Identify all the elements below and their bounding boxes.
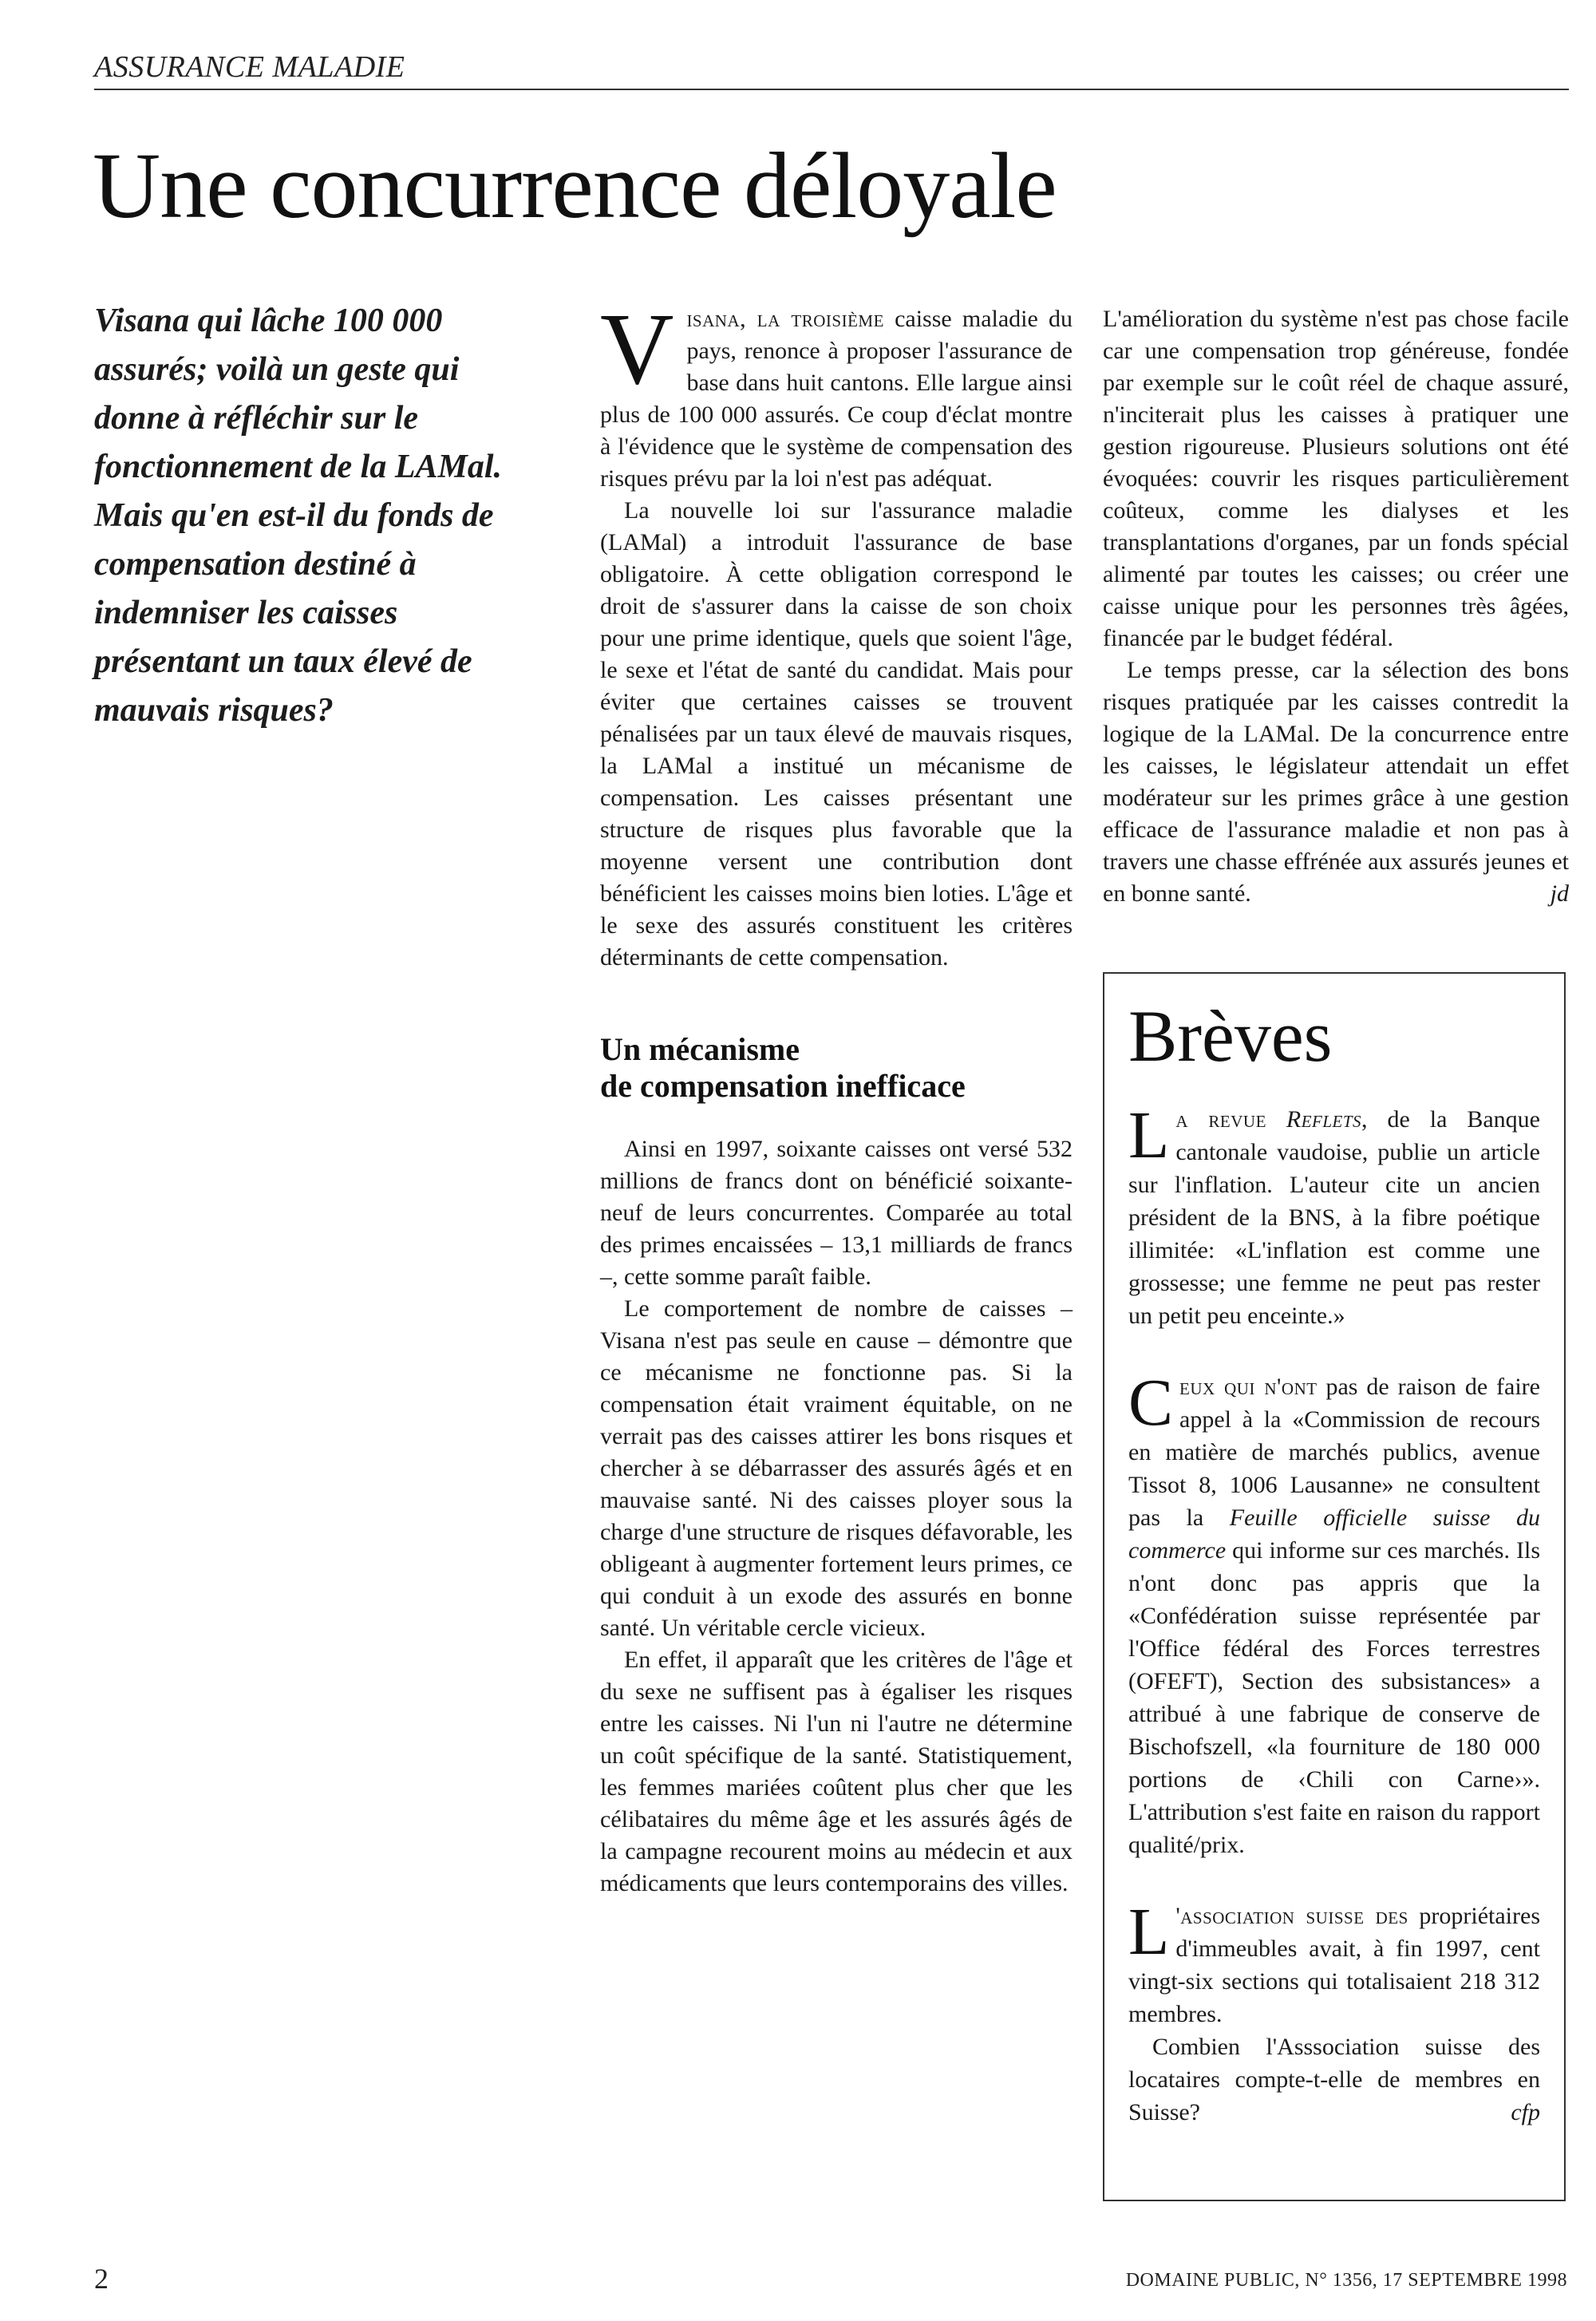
article-paragraph-4: Le comportement de nombre de caisses – Visana n'est pas seule en cause – démontre que ce mécanisme ne fonctionne pas. Si la compensation était vraiment équitable, on ne verrait pas des caisses attirer les bons risques et chercher à se débarrasser des assurés âgés et en mauvaise santé. Ni des caisses ployer sous la charge d'une structure de risques défavorable, les obligeant à augmenter fortement leurs primes, ce qui conduit à un exode des assurés en bonne santé. Un véritable cercle vicieux.	[600, 1295, 1073, 1641]
opening-smallcaps: a revue	[1175, 1106, 1266, 1133]
brief-text: , de la Banque cantonale vaudoise, publie un article sur l'inflation. L'auteur cite un ancien président de la BNS, à la fibre poétique illimitée: «L'inflation est comme une grossesse; une femme ne peut pas rester un petit peu enceinte.»	[1128, 1106, 1540, 1329]
dropcap: L	[1128, 1098, 1170, 1172]
opening-smallcaps: 'association suisse des	[1175, 1903, 1408, 1929]
publication-name: Feuille officielle suisse du commerce	[1128, 1504, 1541, 1564]
publication-name: Reflets	[1286, 1106, 1362, 1133]
brief-item-1	[1128, 1098, 1540, 1332]
briefs-title: Brèves	[1128, 995, 1333, 1077]
article-column-2	[1103, 303, 1569, 910]
article-headline: Une concurrence déloyale	[93, 133, 1057, 238]
briefs-box	[1103, 972, 1566, 2201]
article-paragraph-6-continued: L'amélioration du système n'est pas chose facile car une compensation trop généreuse, fondée par exemple sur le coût réel de chaque assuré, n'inciterait plus les caisses à pratiquer une gestion rigoureuse. Plusieurs solutions ont été évoquées: couvrir les risques particulièrement coûteux, comme les dialyses et les transplantations d'organes, par un fonds spécial alimenté par toutes les caisses; ou créer une caisse unique pour les personnes très âgées, financée par le budget fédéral.	[1103, 306, 1569, 651]
brief-text: pas de raison de faire appel à la «Commission de recours en matière de marchés publics, avenue Tissot 8, 1006 Lausanne» ne consultent pas la	[1128, 1374, 1540, 1531]
issue-line: DOMAINE PUBLIC, N° 1356, 17 SEPTEMBRE 1998	[1125, 2270, 1567, 2291]
paragraph-text: Le temps presse, car la sélection des bons risques pratiquée par les caisses contredit la logique de la LAMal. De la concurrence entre les caisses, le législateur attendait un effet modérateur sur les primes grâce à une gestion efficace de l'assurance maladie et non pas à travers une chasse effrénée aux assurés jeunes et en bonne santé.	[1103, 657, 1569, 907]
header-rule	[94, 89, 1569, 90]
dropcap: C	[1128, 1366, 1174, 1440]
dropcap: V	[600, 292, 674, 405]
subheading-line-1: Un mécanisme	[600, 1031, 800, 1067]
article-paragraph-5: En effet, il apparaît que les critères de l'âge et du sexe ne suffisent pas à égaliser les risques entre les caisses. Ni l'un ni l'autre ne détermine un coût spécifique de la santé. Statistiquement, les femmes mariées coûtent plus cher que les célibataires du même âge et les assurés âgés de la campagne recourent moins au médecin et aux médicaments que leurs contemporains des villes.	[600, 1647, 1073, 1896]
brief-text: propriétaires d'immeubles avait, à fin 1997, cent vingt-six sections qui totalisaient 218 312 membres.	[1128, 1903, 1540, 2027]
author-signature: jd	[1550, 880, 1569, 907]
brief-text-continued: qui informe sur ces marchés. Ils n'ont donc pas appris que la «Confédération suisse représentée par l'Office fédéral des Forces terrestres (OFEFT), Section des subsistances» a attribué à une fabrique de conserve de Bischofszell, «la fourniture de 180 000 portions de ‹Chili con Carne›». L'attribution s'est faite en raison du rapport qualité/prix.	[1128, 1537, 1540, 1858]
brief-item-2	[1128, 1366, 1541, 1861]
subheading-line-2: de compensation inefficace	[600, 1068, 966, 1104]
paragraph-text: caisse maladie du pays, renonce à proposer l'assurance de base dans huit cantons. Elle largue ainsi plus de 100 000 assurés. Ce coup d'éclat montre à l'évidence que le système de compensation des risques prévu par la loi n'est pas adéquat.	[600, 306, 1073, 492]
opening-smallcaps: isana, la troisième	[686, 306, 884, 332]
brief-text: Combien l'Asssociation suisse des locataires compte-t-elle de membres en Suisse?	[1128, 2034, 1540, 2125]
article-lead: Visana qui lâche 100 000 assurés; voilà un geste qui donne à réfléchir sur le fonctionnement de la LAMal. Mais qu'en est-il du fonds de compensation destiné à indemniser les caisses présentant un taux élevé de mauvais risques?	[94, 302, 503, 729]
article-paragraph-3: Ainsi en 1997, soixante caisses ont versé 532 millions de francs dont on bénéficié soixante-neuf de leurs concurrentes. Comparée au total des primes encaissées – 13,1 milliards de francs –, cette somme paraît faible.	[600, 1136, 1073, 1290]
dropcap: L	[1128, 1895, 1170, 1969]
brief-question	[1128, 2030, 1540, 2129]
article-subheading	[600, 1031, 1073, 1105]
article-paragraph-1	[600, 292, 1073, 495]
section-label: ASSURANCE MALADIE	[94, 50, 405, 84]
opening-smallcaps: eux qui n'ont	[1179, 1374, 1317, 1400]
brief-item-3	[1128, 1895, 1540, 2129]
page-number: 2	[94, 2263, 109, 2295]
article-paragraph-7	[1103, 654, 1569, 910]
article-paragraph-2: La nouvelle loi sur l'assurance maladie (LAMal) a introduit l'assurance de base obligatoire. À cette obligation correspond le droit de s'assurer dans la caisse de son choix pour une prime identique, quels que soient l'âge, le sexe et l'état de santé du candidat. Mais pour éviter que certaines caisses se trouvent pénalisées par un taux élevé de mauvais risques, la LAMal a institué un mécanisme de compensation. Les caisses présentant une structure de risques plus favorable que la moyenne versent une contribution dont bénéficient les caisses moins bien loties. L'âge et le sexe des assurés constituent les critères déterminants de cette compensation.	[600, 497, 1073, 971]
author-signature: cfp	[1511, 2099, 1540, 2125]
article-column-1	[600, 292, 1073, 1900]
